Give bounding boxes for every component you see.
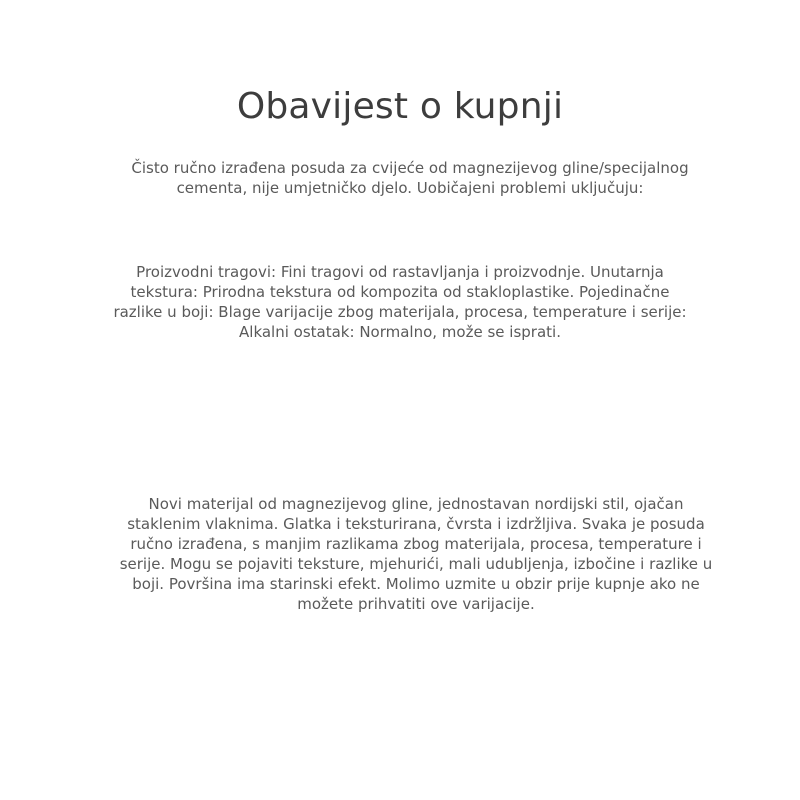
product-description-paragraph: Novi materijal od magnezijevog gline, jednostavan nordijski stil, ojačan staklenim vlaknima. Glatka i teksturirana, čvrsta i izdržljiva. Svaka je posuda ručno izrađena, s manjim razlikama zbog materijala, procesa, temperature i serije. Mogu se pojaviti teksture, mjehurići, mali udubljenja, izbočine i razlike u boji. Površina ima starinski efekt. Molimo uzmite u obzir prije kupnje ako ne možete prihvatiti ove varijacije. xyxy=(119,495,713,613)
page-title: Obavijest o kupnji xyxy=(236,86,564,127)
common-issues-paragraph: Proizvodni tragovi: Fini tragovi od rastavljanja i proizvodnje. Unutarnja tekstura: Prirodna tekstura od kompozita od stakloplastike. Pojedinačne razlike u boji: Blage varijacije zbog materijala, procesa, temperature i serije: Alkalni ostatak: Normalno, može se isprati. xyxy=(113,263,687,341)
intro-paragraph: Čisto ručno izrađena posuda za cvijeće od magnezijevog gline/specijalnog cementa, nije umjetničko djelo. Uobičajeni problemi uključuju: xyxy=(131,159,689,197)
